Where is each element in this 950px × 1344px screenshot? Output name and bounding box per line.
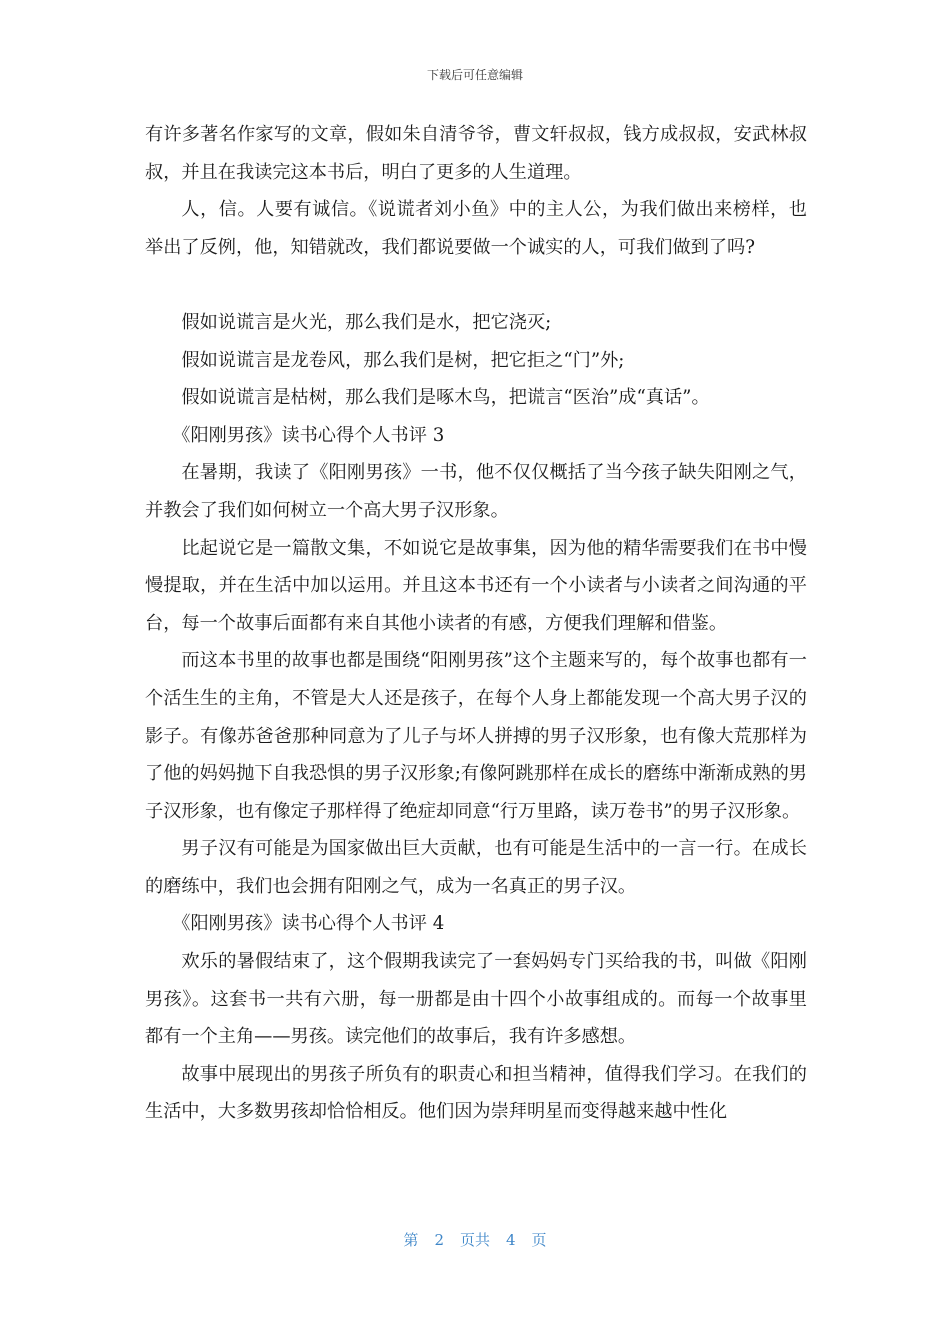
paragraph: 假如说谎言是枯树，那么我们是啄木鸟，把谎言“医治”成“真话”。 [181, 387, 710, 409]
paragraph: 男子汉有可能是为国家做出巨大贡献，也有可能是生活中的一言一行。在成长的磨练中，我们也会拥有阳刚之气，成为一名真正的男子汉。 [145, 838, 807, 897]
page-header: 下载后可任意编辑 [426, 68, 523, 82]
paragraph: 欢乐的暑假结束了，这个假期我读完了一套妈妈专门买给我的书，叫做《阳刚男孩》。这套书一共有六册，每一册都是由十四个小故事组成的。而每一个故事里都有一个主角——男孩。读完他们的故事后，我有许多感想。 [145, 951, 807, 1048]
paragraph: 比起说它是一篇散文集，不如说它是故事集，因为他的精华需要我们在书中慢慢提取，并在生活中加以运用。并且这本书还有一个小读者与小读者之间沟通的平台，每一个故事后面都有来自其他小读者的有感，方便我们理解和借鉴。 [145, 537, 807, 634]
page-number [0, 1229, 950, 1250]
current-page-number: 2 [434, 1231, 444, 1249]
page-mid-label: 页共 [459, 1231, 490, 1249]
page-label: 第 [403, 1231, 419, 1249]
paragraph: 有许多著名作家写的文章，假如朱自清爷爷，曹文轩叔叔，钱方成叔叔，安武林叔叔，并且在我读完这本书后，明白了更多的人生道理。 [145, 124, 807, 183]
section-heading: 《阳刚男孩》读书心得个人书评 4 [172, 913, 445, 935]
blank-line [145, 266, 807, 304]
page-end-label: 页 [531, 1231, 547, 1249]
paragraph: 而这本书里的故事也都是围绕“阳刚男孩”这个主题来写的，每个故事也都有一个活生生的主角，不管是大人还是孩子，在每个人身上都能发现一个高大男子汉的影子。有像苏爸爸那种同意为了儿子与坏人拼搏的男子汉形象，也有像大荒那样为了他的妈妈抛下自我恐惧的男子汉形象;有像阿跳那样在成长的磨练中渐渐成熟的男子汉形象，也有像定子那样得了绝症却同意“行万里路，读万卷书”的男子汉形象。 [145, 650, 807, 822]
document-body [145, 116, 807, 1131]
paragraph: 故事中展现出的男孩子所负有的职责心和担当精神，值得我们学习。在我们的生活中，大多数男孩却恰恰相反。他们因为崇拜明星而变得越来越中性化 [145, 1063, 807, 1123]
total-pages-number: 4 [506, 1231, 516, 1249]
paragraph: 假如说谎言是龙卷风，那么我们是树，把它拒之“门”外; [181, 349, 625, 371]
paragraph: 在暑期，我读了《阳刚男孩》一书，他不仅仅概括了当今孩子缺失阳刚之气，并教会了我们如何树立一个高大男子汉形象。 [145, 462, 807, 521]
paragraph: 假如说谎言是火光，那么我们是水，把它浇灭; [181, 311, 552, 333]
paragraph: 人，信。人要有诚信。《说谎者刘小鱼》中的主人公，为我们做出来榜样，也举出了反例，他，知错就改，我们都说要做一个诚实的人，可我们做到了吗? [145, 199, 807, 258]
section-heading: 《阳刚男孩》读书心得个人书评 3 [172, 424, 445, 446]
